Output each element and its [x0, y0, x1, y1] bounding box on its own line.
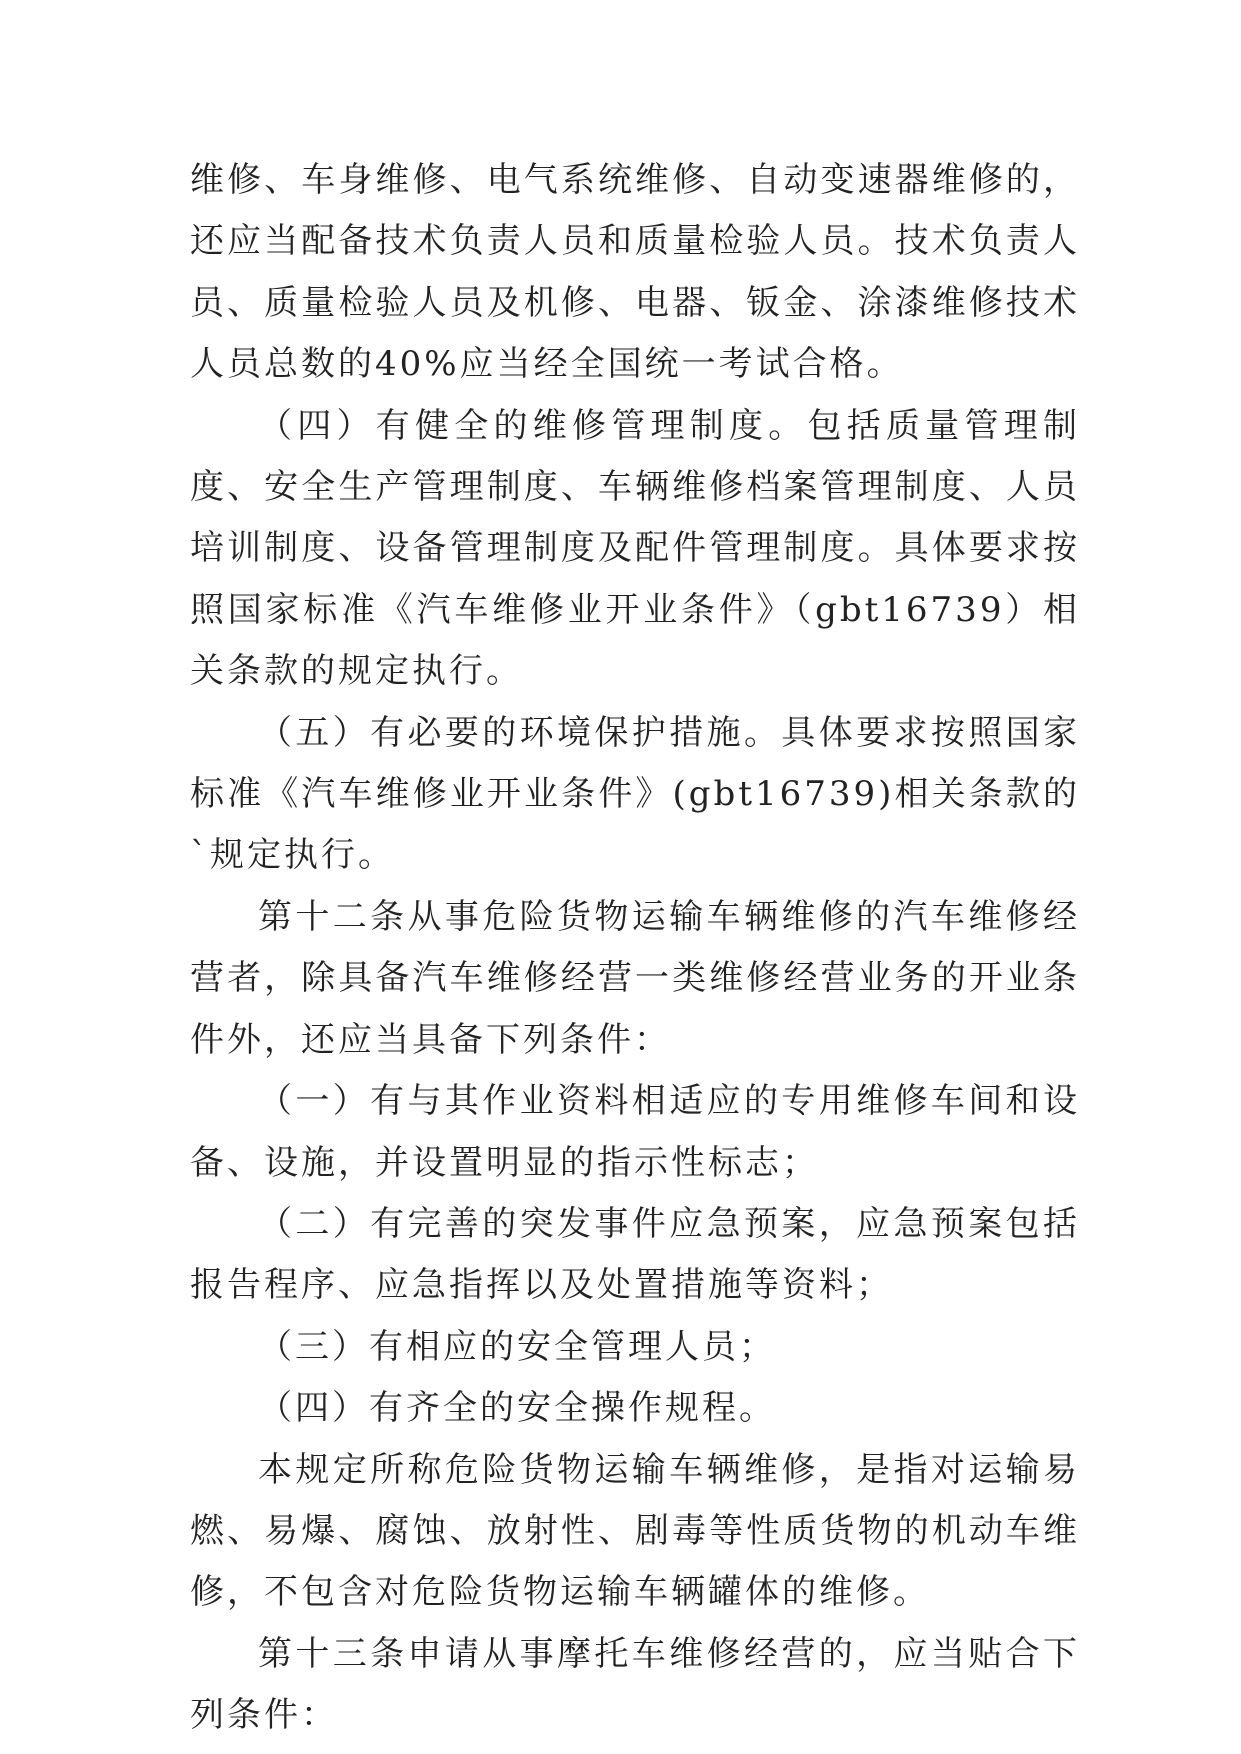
paragraph-item-2: （二）有完善的突发事件应急预案，应急预案包括报告程序、应急指挥以及处置措施等资料；: [190, 1203, 1080, 1306]
paragraph-article-13: 第十三条申请从事摩托车维修经营的，应当贴合下列条件：: [190, 1633, 1080, 1736]
paragraph-item-3: （三）有相应的安全管理人员；: [258, 1326, 776, 1367]
paragraph-environmental-protection: （五）有必要的环境保护措施。具体要求按照国家标准《汽车维修业开业条件》(gbt16739)相关条款的`规定执行。: [190, 712, 1080, 876]
paragraph-personnel-requirements: 维修、车身维修、电气系统维修、自动变速器维修的，还应当配备技术负责人员和质量检验人员。技术负责人员、质量检验人员及机修、电器、钣金、涂漆维修技术人员总数的40%应当经全国统一考试合格。: [190, 160, 1080, 385]
paragraph-item-4: （四）有齐全的安全操作规程。: [258, 1388, 776, 1429]
paragraph-management-system: （四）有健全的维修管理制度。包括质量管理制度、安全生产管理制度、车辆维修档案管理制度、人员培训制度、设备管理制度及配件管理制度。具体要求按照国家标准《汽车维修业开业条件》（gbt16739）相关条款的规定执行。: [190, 405, 1080, 692]
paragraph-article-12: 第十二条从事危险货物运输车辆维修的汽车维修经营者，除具备汽车维修经营一类维修经营业务的开业条件外，还应当具备下列条件：: [190, 896, 1080, 1060]
paragraph-definition: 本规定所称危险货物运输车辆维修，是指对运输易燃、易爆、腐蚀、放射性、剧毒等性质货物的机动车维修，不包含对危险货物运输车辆罐体的维修。: [190, 1449, 1080, 1613]
document-body: [190, 150, 1080, 1747]
paragraph-item-1: （一）有与其作业资料相适应的专用维修车间和设备、设施，并设置明显的指示性标志；: [190, 1081, 1080, 1183]
